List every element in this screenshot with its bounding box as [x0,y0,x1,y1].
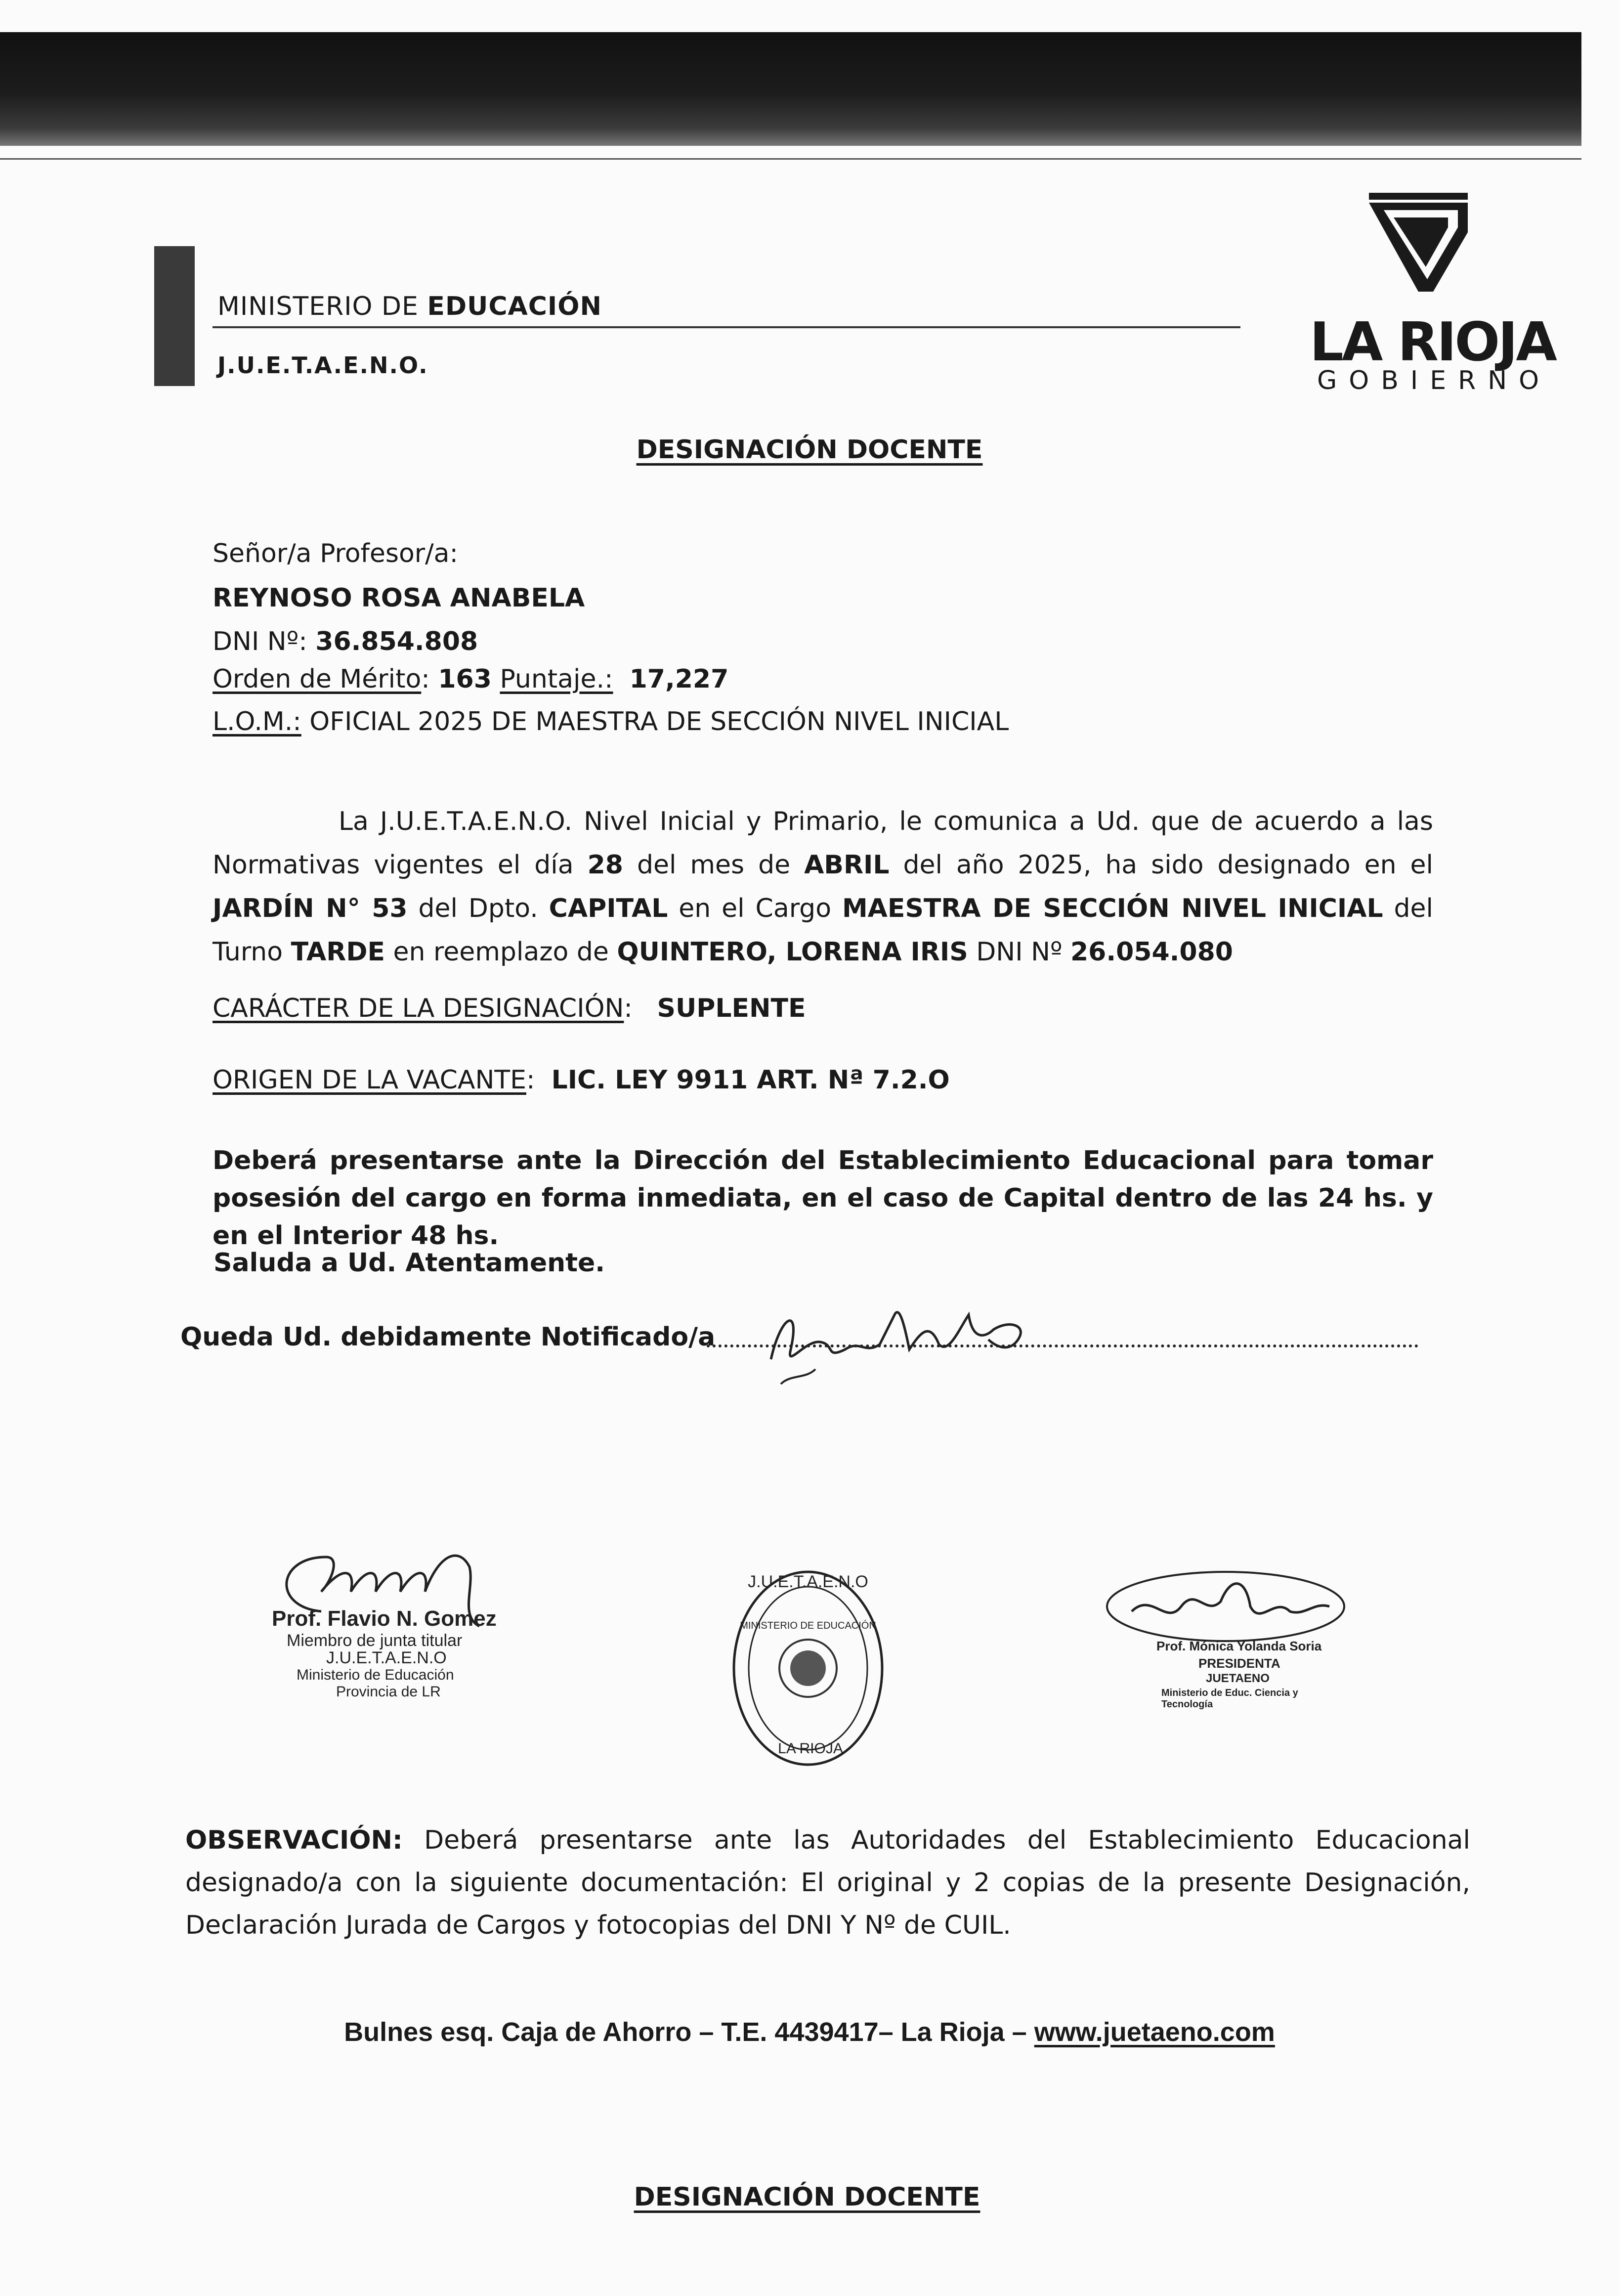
dni-line [213,627,478,656]
signature-left [257,1537,554,1720]
signer-right-name: Prof. Mónica Yolanda Soria [1156,1639,1322,1653]
header-side-bar [154,246,195,386]
logo-subtext: GOBIERNO [1317,366,1551,395]
signer-left-ministry: Ministerio de Educación [297,1667,454,1683]
puntaje-label: Puntaje.: [500,664,613,694]
origen-line [213,1065,950,1095]
paragraph-text: del año 2025, ha sido designado en el [889,850,1433,880]
signer-left-office: J.U.E.T.A.E.N.O [326,1648,447,1667]
orden-colon: : [421,664,430,694]
cargo-value: MAESTRA DE SECCIÓN NIVEL INICIAL [842,894,1383,923]
reemplazo-dni-value: 26.054.080 [1070,937,1233,967]
caracter-label: CARÁCTER DE LA DESIGNACIÓN [213,994,624,1023]
month-value: ABRIL [804,850,890,880]
seal-top-text: J.U.E.T.A.E.N.O [748,1572,868,1591]
paragraph-text: del mes de [623,850,805,880]
reemplazo-value: QUINTERO, LORENA IRIS [617,937,968,967]
caracter-line [213,994,806,1023]
office-name: J.U.E.T.A.E.N.O. [217,352,428,379]
la-rioja-logo-icon [1369,193,1468,297]
department-value: CAPITAL [549,894,668,923]
orden-value: 163 [438,664,492,694]
caracter-colon: : [624,994,633,1023]
document-title: DESIGNACIÓN DOCENTE [636,435,983,465]
ministry-prefix: MINISTERIO DE [217,292,427,321]
signature-right [1102,1557,1349,1720]
footer-address [0,2017,1619,2047]
footer-address-text: Bulnes esq. Caja de Ahorro – T.E. 4439417– La Rioja – [344,2017,1034,2047]
lom-line [213,707,1009,736]
recipient-signature-icon [761,1285,1038,1394]
scan-top-shadow [0,32,1581,146]
paragraph-text: del Dpto. [407,894,549,923]
recipient-name: REYNOSO ROSA ANABELA [213,583,585,613]
signer-right-office: JUETAENO [1206,1672,1270,1685]
seal-inner-text: MINISTERIO DE EDUCACIÓN [740,1620,876,1631]
salutation: Señor/a Profesor/a: [213,539,459,568]
signer-right-role: PRESIDENTA [1198,1656,1280,1671]
logo-text: LA RIOJA [1310,311,1555,373]
presentarse-instruction: Deberá presentarse ante la Dirección del Establecimiento Educacional para tomar posesión del cargo en forma inmediata, en el caso de Capital dentro de las 24 hs. y en el Interior 48 hs. [213,1146,1433,1251]
signer-left-province: Provincia de LR [336,1684,441,1700]
turno-value: TARDE [291,937,385,967]
orden-line [213,664,728,694]
lom-label: L.O.M.: [213,707,301,736]
school-value: JARDÍN N° 53 [213,894,408,923]
notificado-label: Queda Ud. debidamente Notificado/a [180,1322,716,1352]
origen-label: ORIGEN DE LA VACANTE [213,1065,526,1095]
seal-bottom-text: LA RIOJA [778,1740,843,1757]
observacion-label: OBSERVACIÓN: [185,1825,403,1855]
document-title-bottom: DESIGNACIÓN DOCENTE [634,2182,980,2212]
dni-value: 36.854.808 [315,627,478,656]
origen-colon: : [526,1065,535,1095]
paragraph-text: La J.U.E.T.A.E.N.O. Nivel Inicial y Primario, le comunica a Ud. que de acuerdo a las Normativas vigentes el día [213,807,1433,880]
header-rule [213,326,1240,328]
puntaje-value: 17,227 [629,664,729,694]
paragraph-text: en reemplazo de [385,937,617,967]
paragraph-text: en el Cargo [668,894,842,923]
signer-right-ministry: Ministerio de Educ. Ciencia y Tecnología [1161,1688,1298,1710]
designation-paragraph [213,800,1433,974]
page-top-rule [0,158,1581,160]
paragraph-text: DNI Nº [968,937,1070,967]
observacion-paragraph [185,1819,1470,1947]
ministry-bold: EDUCACIÓN [427,292,602,321]
signer-left-name: Prof. Flavio N. Gomez [272,1606,497,1631]
saluda-line: Saluda a Ud. Atentamente. [213,1248,605,1278]
footer-website-link[interactable]: www.juetaeno.com [1034,2017,1275,2047]
ministry-heading [217,292,602,321]
orden-label: Orden de Mérito [213,664,422,694]
signer-left-role: Miembro de junta titular [287,1631,463,1650]
dni-label: DNI Nº: [213,627,307,656]
origen-value: LIC. LEY 9911 ART. Nª 7.2.O [551,1065,950,1095]
paragraph-text: del Turno [213,894,1433,967]
lom-value: OFICIAL 2025 DE MAESTRA DE SECCIÓN NIVEL INICIAL [309,707,1009,736]
day-value: 28 [587,850,623,880]
official-seal-icon [731,1569,885,1767]
observacion-text: Deberá presentarse ante las Autoridades del Establecimiento Educacional designado/a con la siguiente documentación: El original y 2 copias de la presente Designación, Declaración Jurada de Cargos y fotocopias del DNI Y Nº de CUIL. [185,1825,1470,1940]
caracter-value: SUPLENTE [657,994,806,1023]
